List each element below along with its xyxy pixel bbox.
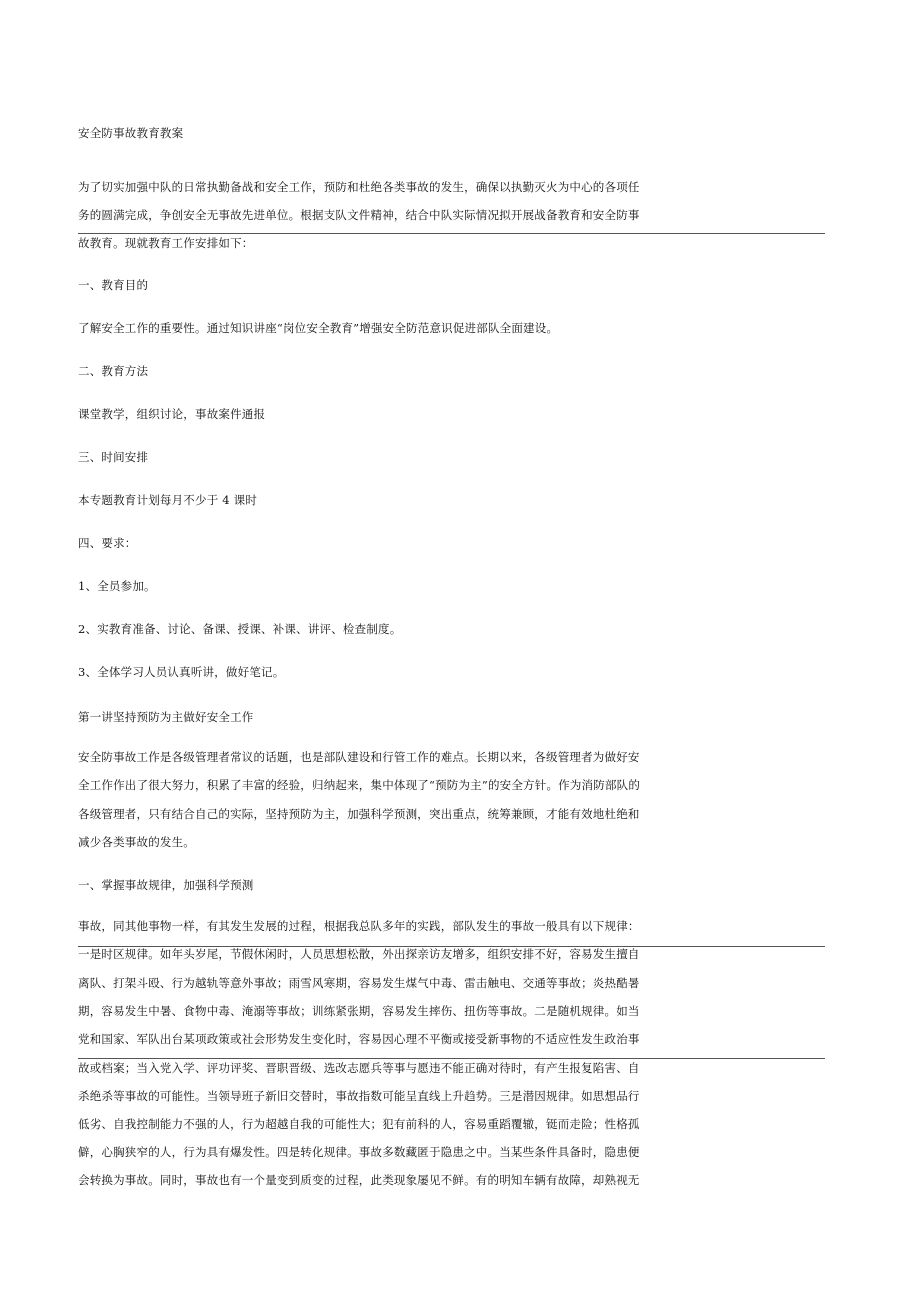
- section-body: 课堂教学，组织讨论，事故案件通报: [78, 407, 266, 421]
- rules-line: 僻，心胸狭窄的人，行为具有爆发性。四是转化规律。事故多数藏匿于隐患之中。当某些条件具备时，隐患便: [78, 1145, 640, 1159]
- rules-line: 杀绝杀等事故的可能性。当领导班子新旧交替时，事故指数可能呈直线上升趋势。三是潜因规律。如思想品行: [78, 1089, 640, 1103]
- divider-line: [78, 1058, 825, 1059]
- section-heading: 二、教育方法: [78, 364, 149, 378]
- rules-line: 党和国家、军队出台某项政策或社会形势发生变化时，容易因心理不平衡或接受新事物的不适应性发生政治事: [78, 1032, 640, 1046]
- rules-line: 离队、打架斗殴、行为越轨等意外事故；雨雪风寒期，容易发生煤气中毒、雷击触电、交通等事故；炎热酷暑: [78, 976, 640, 990]
- divider-line: [78, 233, 825, 234]
- intro-line: 务的圆满完成，争创安全无事故先进单位。根据支队文件精神，结合中队实际情况拟开展战备教育和安全防事: [78, 208, 640, 222]
- section-heading: 一、教育目的: [78, 278, 149, 292]
- rules-line: 一是时区规律。如年头岁尾，节假休闲时，人员思想松散，外出探亲访友增多，组织安排不好，容易发生擅自: [78, 947, 640, 961]
- rules-intro: 事故，同其他事物一样，有其发生发展的过程，根据我总队多年的实践，部队发生的事故一般具有以下规律：: [78, 919, 640, 933]
- subheading: 一、掌握事故规律，加强科学预测: [78, 878, 254, 892]
- requirements-heading: 四、要求：: [78, 536, 137, 550]
- lecture-line: 全工作作出了很大努力，积累了丰富的经验，归纳起来，集中体现了“预防为主”的安全方针。作为消防部队的: [78, 778, 641, 792]
- rules-line: 低劣、自我控制能力不强的人，行为超越自我的可能性大；犯有前科的人，容易重蹈覆辙，铤而走险；性格孤: [78, 1117, 640, 1131]
- document-title: 安全防事故教育教案: [78, 126, 184, 140]
- requirement-item: 3、全体学习人员认真听讲，做好笔记。: [78, 665, 285, 679]
- section-body: 本专题教育计划每月不少于 4 课时: [78, 493, 258, 507]
- rules-line: 会转换为事故。同时，事故也有一个量变到质变的过程，此类现象屡见不鲜。有的明知车辆有故障，却熟视无: [78, 1173, 640, 1187]
- lecture-line: 减少各类事故的发生。: [78, 835, 195, 849]
- requirement-item: 1、全员参加。: [78, 579, 156, 593]
- section-body: 了解安全工作的重要性。通过知识讲座“岗位安全教育”增强安全防范意识促进部队全面建设。: [78, 321, 559, 335]
- lecture-line: 各级管理者，只有结合自己的实际，坚持预防为主，加强科学预测，突出重点，统筹兼顾，才能有效地杜绝和: [78, 807, 640, 821]
- lecture-title: 第一讲坚持预防为主做好安全工作: [78, 710, 254, 724]
- rules-line: 故或档案；当入党入学、评功评奖、晋职晋级、选改志愿兵等事与愿违不能正确对待时，有产生报复陷害、自: [78, 1061, 640, 1075]
- rules-line: 期，容易发生中暑、食物中毒、淹溺等事故；训练紧张期，容易发生摔伤、扭伤等事故。二是随机规律。如当: [78, 1004, 640, 1018]
- section-heading: 三、时间安排: [78, 450, 149, 464]
- intro-line: 为了切实加强中队的日常执勤备战和安全工作，预防和杜绝各类事故的发生，确保以执勤灭火为中心的各项任: [78, 180, 640, 194]
- lecture-line: 安全防事故工作是各级管理者常议的话题，也是部队建设和行管工作的难点。长期以来，各级管理者为做好安: [78, 750, 640, 764]
- intro-line: 故教育。现就教育工作安排如下：: [78, 236, 254, 250]
- requirement-item: 2、实教育准备、讨论、备课、授课、补课、讲评、检查制度。: [78, 622, 402, 636]
